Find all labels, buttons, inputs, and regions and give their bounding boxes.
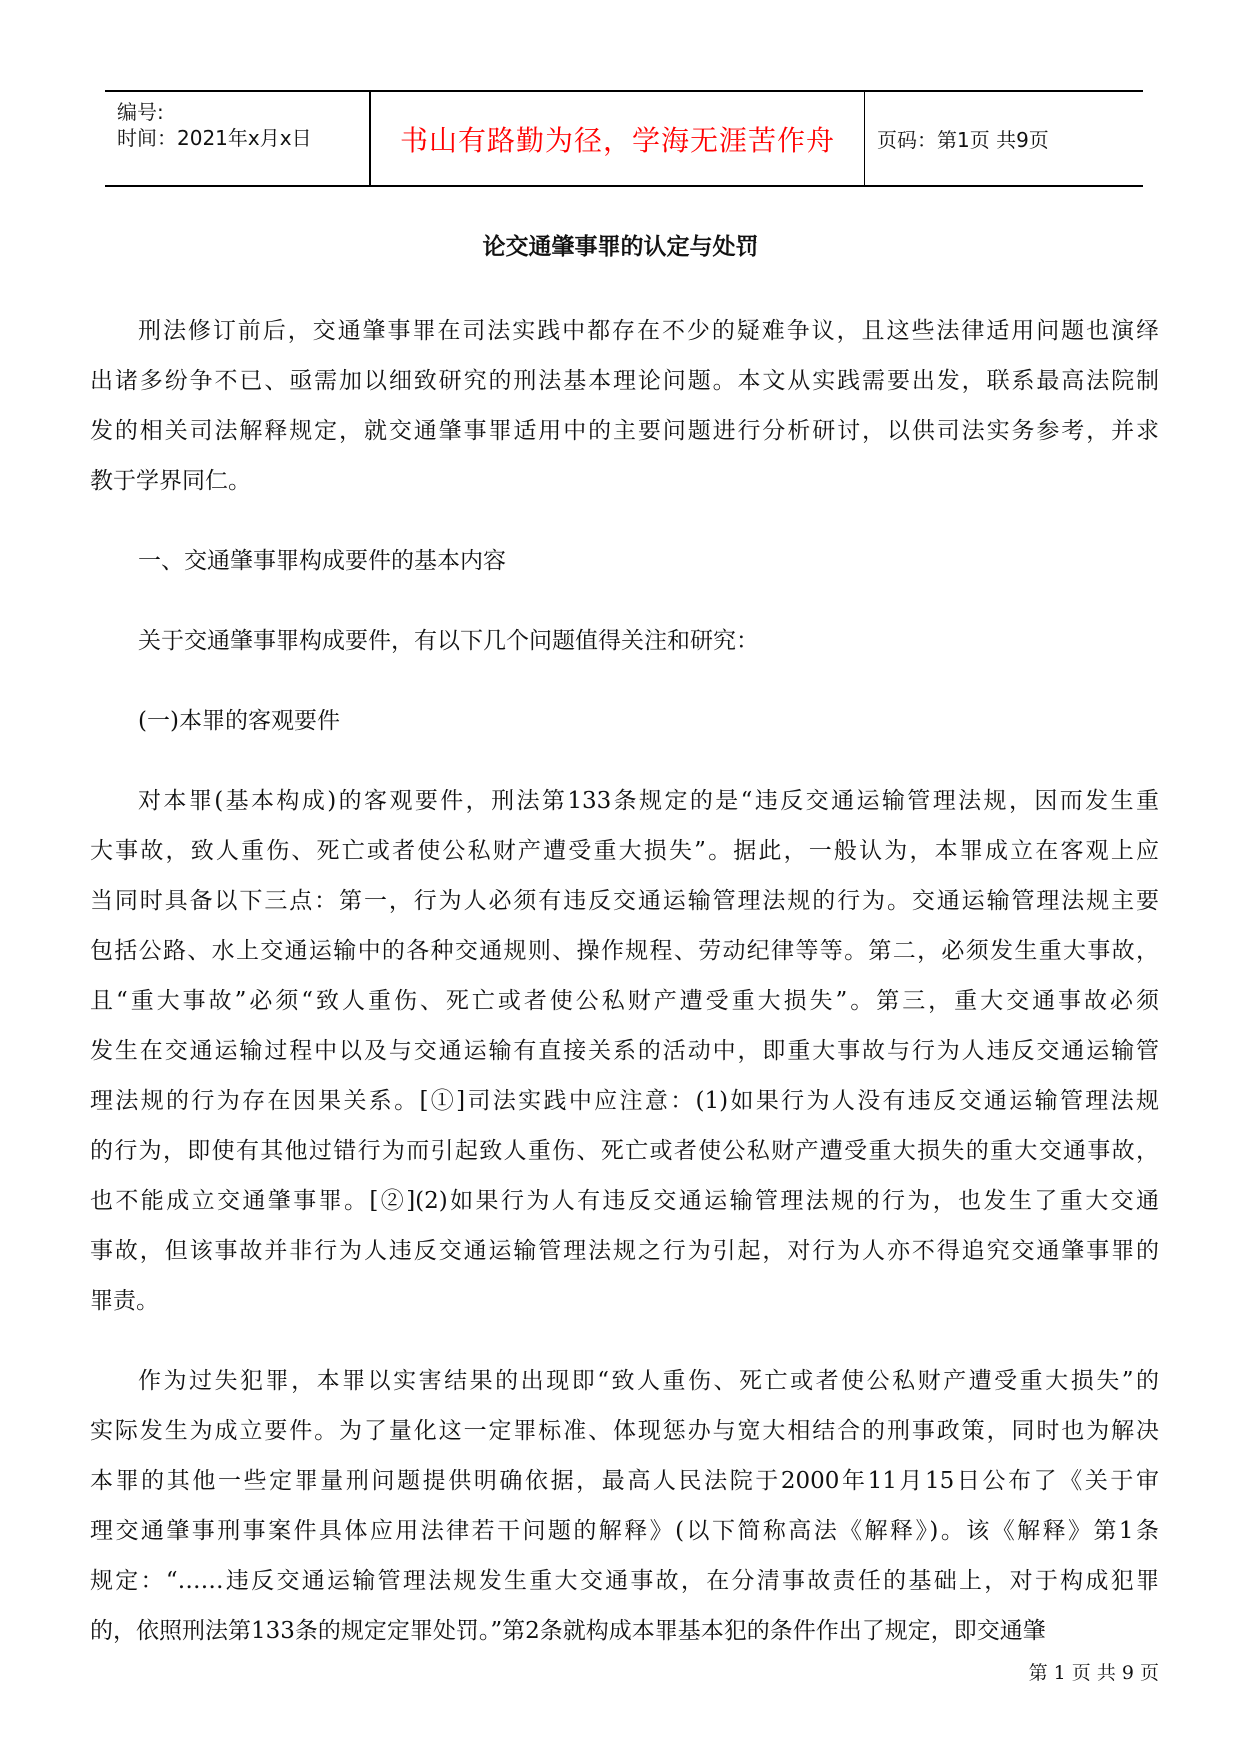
paragraph — [90, 696, 1159, 746]
paragraph-line: 事故，但该事故并非行为人违反交通运输管理法规之行为引起，对行为人亦不得追究交通肇事罪的 — [90, 1238, 1159, 1264]
paragraph-line: 规定：“……违反交通运输管理法规发生重大交通事故，在分清事故责任的基础上，对于构成犯罪 — [90, 1568, 1159, 1594]
paragraph — [90, 776, 1159, 1326]
paragraph-line: 作为过失犯罪，本罪以实害结果的出现即“致人重伤、死亡或者使公私财产遭受重大损失”的 — [138, 1368, 1159, 1394]
paragraph-line: (一)本罪的客观要件 — [138, 708, 340, 734]
paragraph-line: 包括公路、水上交通运输中的各种交通规则、操作规程、劳动纪律等等。第二，必须发生重大事故， — [90, 938, 1159, 964]
document-number-label: 编号: — [117, 100, 164, 124]
paragraph-line: 理交通肇事刑事案件具体应用法律若干问题的解释》(以下简称高法《解释》)。该《解释》第1条 — [90, 1518, 1159, 1544]
document-time-label: 时间：2021年x月x日 — [117, 126, 312, 150]
paragraph-line: 当同时具备以下三点：第一，行为人必须有违反交通运输管理法规的行为。交通运输管理法规主要 — [90, 888, 1159, 914]
paragraph-line: 的行为，即使有其他过错行为而引起致人重伤、死亡或者使公私财产遭受重大损失的重大交通事故， — [90, 1138, 1159, 1164]
paragraph-line: 一、交通肇事罪构成要件的基本内容 — [138, 548, 506, 574]
paragraph — [90, 306, 1159, 506]
paragraph-line: 实际发生为成立要件。为了量化这一定罪标准、体现惩办与宽大相结合的刑事政策，同时也为解决 — [90, 1418, 1159, 1444]
header-page-cell — [865, 92, 1143, 185]
header-info-cell — [105, 92, 371, 185]
paragraph — [90, 1356, 1159, 1656]
page-footer: 第 1 页 共 9 页 — [1028, 1662, 1159, 1684]
paragraph-line: 理法规的行为存在因果关系。[①]司法实践中应注意：(1)如果行为人没有违反交通运输管理法规 — [90, 1088, 1159, 1114]
paragraph-line: 出诸多纷争不已、亟需加以细致研究的刑法基本理论问题。本文从实践需要出发，联系最高法院制 — [90, 368, 1159, 394]
document-header-table — [105, 90, 1143, 187]
header-motto-cell — [371, 92, 865, 185]
motto: 书山有路勤为径，学海无涯苦作舟 — [399, 123, 835, 157]
paragraph-line: 发生在交通运输过程中以及与交通运输有直接关系的活动中，即重大事故与行为人违反交通运输管 — [90, 1038, 1159, 1064]
header-page-number: 页码：第1页 共9页 — [877, 128, 1049, 152]
document-body — [90, 306, 1159, 1686]
paragraph — [90, 536, 1159, 586]
paragraph-line: 关于交通肇事罪构成要件，有以下几个问题值得关注和研究： — [138, 628, 759, 654]
paragraph-line: 发的相关司法解释规定，就交通肇事罪适用中的主要问题进行分析研讨，以供司法实务参考，并求 — [90, 418, 1159, 444]
paragraph — [90, 616, 1159, 666]
paragraph-line: 且“重大事故”必须“致人重伤、死亡或者使公私财产遭受重大损失”。第三，重大交通事故必须 — [90, 988, 1159, 1014]
paragraph-line: 对本罪(基本构成)的客观要件，刑法第133条规定的是“违反交通运输管理法规，因而发生重 — [138, 788, 1159, 814]
paragraph-line: 大事故，致人重伤、死亡或者使公私财产遭受重大损失”。据此，一般认为，本罪成立在客观上应 — [90, 838, 1159, 864]
paragraph-line: 教于学界同仁。 — [90, 468, 251, 494]
paragraph-line: 罪责。 — [90, 1288, 159, 1314]
document-title: 论交通肇事罪的认定与处罚 — [482, 233, 759, 260]
paragraph-line: 的，依照刑法第133条的规定定罪处罚。”第2条就构成本罪基本犯的条件作出了规定，即交通肇 — [90, 1618, 1046, 1644]
paragraph-line: 也不能成立交通肇事罪。[②](2)如果行为人有违反交通运输管理法规的行为，也发生了重大交通 — [90, 1188, 1159, 1214]
paragraph-line: 刑法修订前后，交通肇事罪在司法实践中都存在不少的疑难争议，且这些法律适用问题也演绎 — [138, 318, 1159, 344]
paragraph-line: 本罪的其他一些定罪量刑问题提供明确依据，最高人民法院于2000年11月15日公布了《关于审 — [90, 1468, 1159, 1494]
